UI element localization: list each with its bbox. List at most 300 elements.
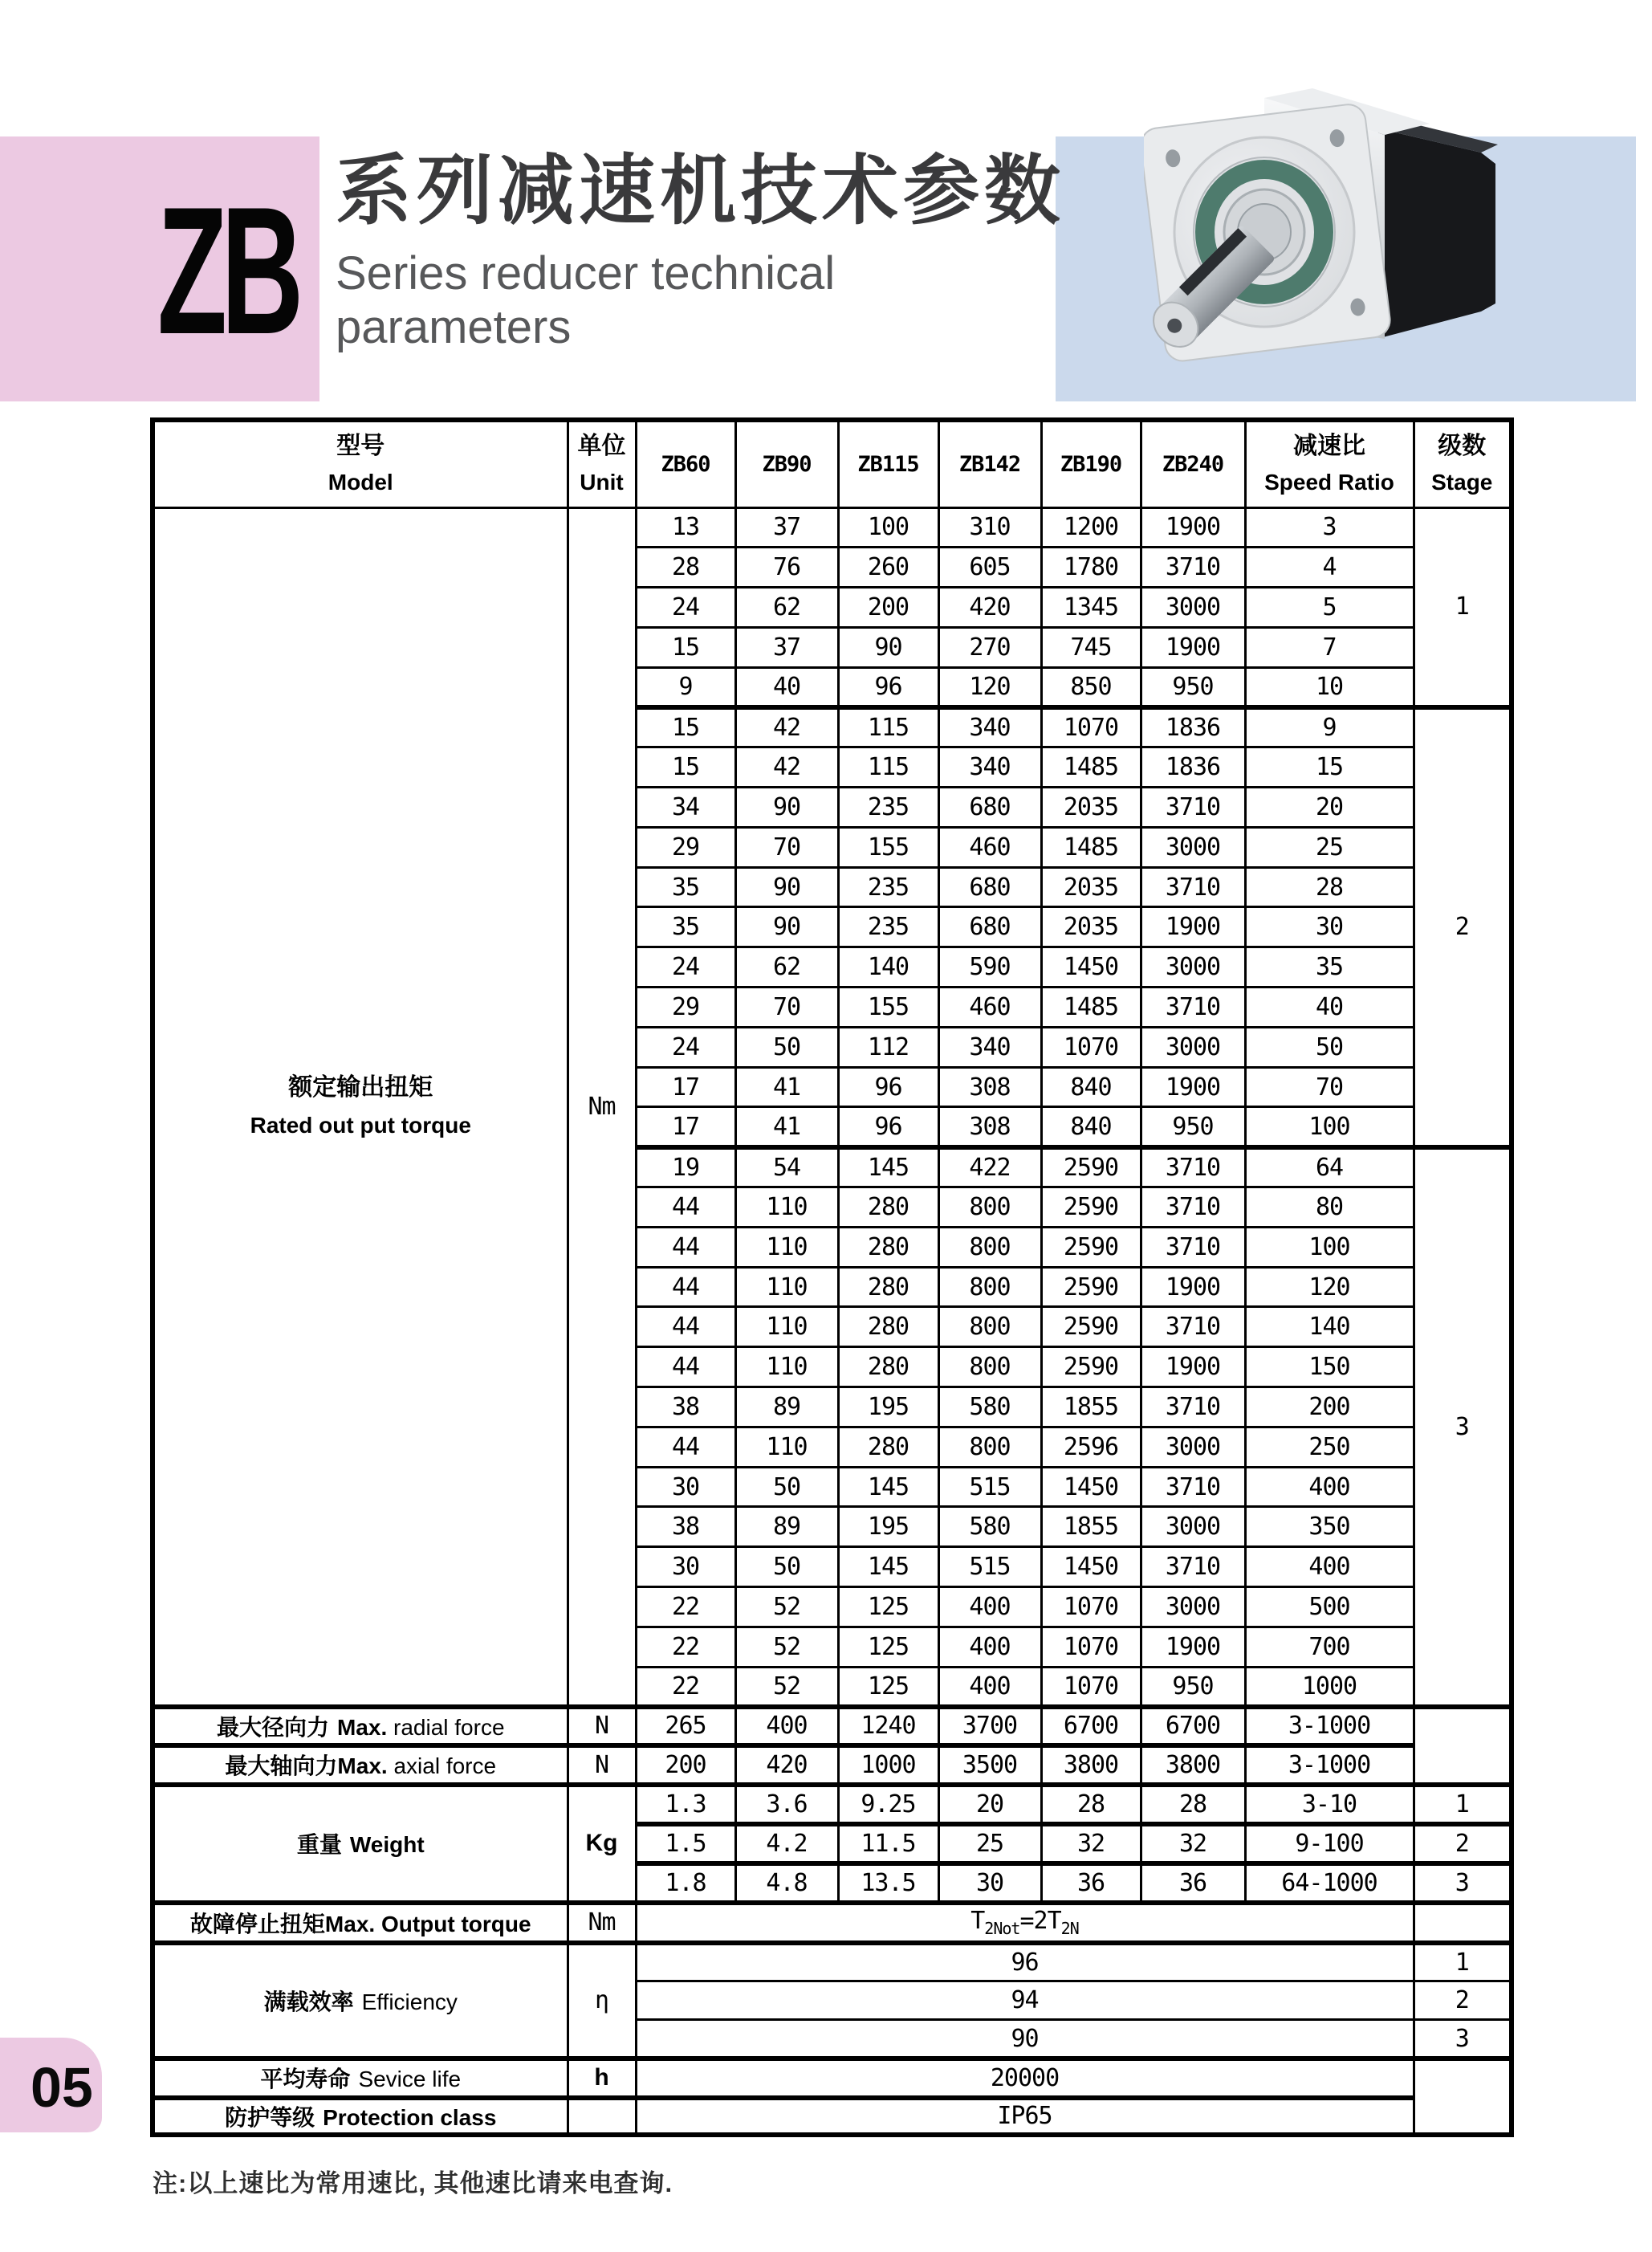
- model-zb190-header: ZB190: [1041, 420, 1141, 507]
- axial-force-label: 最大轴向力Max. axial force: [153, 1745, 568, 1785]
- torque-ratio-cell: 150: [1245, 1347, 1414, 1387]
- torque-value-cell: 1780: [1041, 548, 1141, 588]
- weight-value-cell: 25: [938, 1824, 1041, 1863]
- torque-value-cell: 590: [938, 947, 1041, 988]
- weight-value-cell: 32: [1041, 1824, 1141, 1863]
- torque-value-cell: 1485: [1041, 747, 1141, 788]
- torque-value-cell: 2590: [1041, 1227, 1141, 1267]
- table-header-row: [153, 420, 1512, 507]
- service-life-unit: h: [568, 2059, 636, 2098]
- torque-value-cell: 110: [735, 1267, 838, 1307]
- radial-value-cell: 1240: [838, 1707, 938, 1745]
- efficiency-value-cell: 96: [636, 1943, 1414, 1981]
- torque-value-cell: 62: [735, 947, 838, 988]
- torque-value-cell: 340: [938, 707, 1041, 747]
- torque-value-cell: 680: [938, 788, 1041, 828]
- torque-value-cell: 3000: [1141, 588, 1245, 628]
- torque-value-cell: 62: [735, 588, 838, 628]
- torque-value-cell: 41: [735, 1067, 838, 1107]
- torque-value-cell: 2590: [1041, 1347, 1141, 1387]
- torque-value-cell: 3710: [1141, 1227, 1245, 1267]
- torque-value-cell: 115: [838, 747, 938, 788]
- service-life-row: [153, 2059, 1512, 2098]
- axial-ratio-cell: 3-1000: [1245, 1745, 1414, 1785]
- torque-value-cell: 3000: [1141, 1027, 1245, 1067]
- model-header-en: Model: [328, 470, 393, 495]
- weight-row: [153, 1785, 1512, 1824]
- torque-ratio-cell: 4: [1245, 548, 1414, 588]
- torque-value-cell: 145: [838, 1547, 938, 1587]
- radial-value-cell: 265: [636, 1707, 735, 1745]
- torque-value-cell: 280: [838, 1307, 938, 1347]
- weight-value-cell: 11.5: [838, 1824, 938, 1863]
- model-zb115-header: ZB115: [838, 420, 938, 507]
- protection-class-label: 防护等级 Protection class: [153, 2098, 568, 2135]
- torque-ratio-cell: 140: [1245, 1307, 1414, 1347]
- torque-value-cell: 280: [838, 1427, 938, 1467]
- torque-value-cell: 22: [636, 1667, 735, 1707]
- torque-value-cell: 280: [838, 1267, 938, 1307]
- axial-force-unit: N: [568, 1745, 636, 1785]
- page-title-en: [336, 246, 1065, 355]
- torque-value-cell: 2596: [1041, 1427, 1141, 1467]
- torque-value-cell: 460: [938, 827, 1041, 867]
- torque-value-cell: 1855: [1041, 1507, 1141, 1547]
- torque-value-cell: 44: [636, 1187, 735, 1228]
- unit-header-cell: [568, 420, 636, 507]
- torque-section: [153, 507, 1512, 1707]
- torque-value-cell: 110: [735, 1307, 838, 1347]
- torque-value-cell: 120: [938, 667, 1041, 707]
- weight-value-cell: 28: [1041, 1785, 1141, 1824]
- torque-value-cell: 195: [838, 1507, 938, 1547]
- torque-value-cell: 1900: [1141, 1627, 1245, 1667]
- stage-header-en: Stage: [1431, 470, 1493, 495]
- service-life-value: 20000: [636, 2059, 1414, 2098]
- protection-class-value: IP65: [636, 2098, 1414, 2135]
- torque-value-cell: 1345: [1041, 588, 1141, 628]
- spec-table: [150, 417, 1514, 2137]
- torque-value-cell: 37: [735, 627, 838, 667]
- torque-value-cell: 2035: [1041, 788, 1141, 828]
- torque-value-cell: 1070: [1041, 1667, 1141, 1707]
- torque-value-cell: 22: [636, 1627, 735, 1667]
- torque-value-cell: 1836: [1141, 707, 1245, 747]
- torque-value-cell: 35: [636, 867, 735, 907]
- torque-value-cell: 115: [838, 707, 938, 747]
- radial-force-unit: N: [568, 1707, 636, 1745]
- torque-value-cell: 110: [735, 1227, 838, 1267]
- axial-value-cell: 420: [735, 1745, 838, 1785]
- torque-value-cell: 52: [735, 1627, 838, 1667]
- weight-stage-cell: 3: [1414, 1863, 1512, 1903]
- torque-stage-cell: 1: [1414, 507, 1512, 707]
- torque-value-cell: 110: [735, 1427, 838, 1467]
- torque-value-cell: 76: [735, 548, 838, 588]
- torque-value-cell: 1485: [1041, 988, 1141, 1028]
- torque-value-cell: 140: [838, 947, 938, 988]
- weight-ratio-cell: 3-10: [1245, 1785, 1414, 1824]
- torque-value-cell: 24: [636, 947, 735, 988]
- torque-value-cell: 110: [735, 1347, 838, 1387]
- max-output-torque-value: $T_{2Not}=2T_{2N}$: [636, 1903, 1414, 1943]
- torque-value-cell: 950: [1141, 667, 1245, 707]
- torque-value-cell: 29: [636, 827, 735, 867]
- torque-ratio-cell: 350: [1245, 1507, 1414, 1547]
- stage-header-cell: [1414, 420, 1512, 507]
- weight-stage-cell: 1: [1414, 1785, 1512, 1824]
- torque-value-cell: 745: [1041, 627, 1141, 667]
- model-zb60-header: ZB60: [636, 420, 735, 507]
- torque-value-cell: 89: [735, 1507, 838, 1547]
- torque-value-cell: 37: [735, 507, 838, 548]
- max-output-torque-label: 故障停止扭矩Max. Output torque: [153, 1903, 568, 1943]
- torque-value-cell: 340: [938, 1027, 1041, 1067]
- torque-value-cell: 89: [735, 1387, 838, 1427]
- torque-value-cell: 400: [938, 1627, 1041, 1667]
- weight-ratio-cell: 9-100: [1245, 1824, 1414, 1863]
- axial-value-cell: 3500: [938, 1745, 1041, 1785]
- stage-empty-cell: [1414, 1707, 1512, 1785]
- torque-row: [153, 507, 1512, 548]
- torque-value-cell: 235: [838, 867, 938, 907]
- radial-value-cell: 6700: [1141, 1707, 1245, 1745]
- torque-ratio-cell: 15: [1245, 747, 1414, 788]
- torque-value-cell: 420: [938, 588, 1041, 628]
- stage-empty-cell: [1414, 2059, 1512, 2135]
- torque-value-cell: 235: [838, 907, 938, 947]
- torque-ratio-cell: 40: [1245, 988, 1414, 1028]
- weight-value-cell: 4.2: [735, 1824, 838, 1863]
- torque-value-cell: 422: [938, 1147, 1041, 1187]
- radial-force-row: [153, 1707, 1512, 1745]
- ratio-header-en: Speed Ratio: [1264, 470, 1394, 495]
- weight-value-cell: 36: [1041, 1863, 1141, 1903]
- torque-value-cell: 41: [735, 1107, 838, 1147]
- torque-value-cell: 460: [938, 988, 1041, 1028]
- torque-ratio-cell: 1000: [1245, 1667, 1414, 1707]
- torque-value-cell: 3000: [1141, 947, 1245, 988]
- torque-value-cell: 2590: [1041, 1307, 1141, 1347]
- torque-value-cell: 3710: [1141, 1307, 1245, 1347]
- efficiency-row: [153, 1943, 1512, 1981]
- torque-value-cell: 800: [938, 1227, 1041, 1267]
- torque-value-cell: 3710: [1141, 1547, 1245, 1587]
- torque-ratio-cell: 9: [1245, 707, 1414, 747]
- page-title-en-line1: Series reducer technical: [336, 246, 836, 299]
- torque-ratio-cell: 120: [1245, 1267, 1414, 1307]
- page-number: 05: [31, 2056, 93, 2119]
- torque-value-cell: 680: [938, 867, 1041, 907]
- ratio-header-cn: 减速比: [1293, 433, 1365, 460]
- max-output-torque-unit: Nm: [568, 1903, 636, 1943]
- axial-value-cell: 1000: [838, 1745, 938, 1785]
- weight-value-cell: 4.8: [735, 1863, 838, 1903]
- weight-value-cell: 28: [1141, 1785, 1245, 1824]
- torque-value-cell: 580: [938, 1387, 1041, 1427]
- torque-value-cell: 44: [636, 1427, 735, 1467]
- service-life-label: 平均寿命 Sevice life: [153, 2059, 568, 2098]
- radial-force-label: 最大径向力 Max. radial force: [153, 1707, 568, 1745]
- axial-value-cell: 3800: [1141, 1745, 1245, 1785]
- torque-value-cell: 280: [838, 1347, 938, 1387]
- torque-value-cell: 96: [838, 667, 938, 707]
- torque-value-cell: 3710: [1141, 988, 1245, 1028]
- axial-value-cell: 200: [636, 1745, 735, 1785]
- model-zb142-header: ZB142: [938, 420, 1041, 507]
- torque-value-cell: 308: [938, 1107, 1041, 1147]
- torque-value-cell: 2035: [1041, 907, 1141, 947]
- torque-value-cell: 1900: [1141, 1347, 1245, 1387]
- torque-value-cell: 3000: [1141, 1507, 1245, 1547]
- unit-header-cn: 单位: [577, 433, 626, 460]
- torque-ratio-cell: 25: [1245, 827, 1414, 867]
- torque-value-cell: 3000: [1141, 827, 1245, 867]
- torque-value-cell: 15: [636, 627, 735, 667]
- torque-value-cell: 280: [838, 1187, 938, 1228]
- torque-stage-cell: 2: [1414, 707, 1512, 1147]
- torque-value-cell: 35: [636, 907, 735, 947]
- torque-value-cell: 1485: [1041, 827, 1141, 867]
- torque-value-cell: 1900: [1141, 1067, 1245, 1107]
- torque-value-cell: 44: [636, 1347, 735, 1387]
- torque-ratio-cell: 200: [1245, 1387, 1414, 1427]
- torque-value-cell: 340: [938, 747, 1041, 788]
- torque-value-cell: 30: [636, 1547, 735, 1587]
- weight-value-cell: 1.3: [636, 1785, 735, 1824]
- torque-value-cell: 17: [636, 1107, 735, 1147]
- torque-value-cell: 110: [735, 1187, 838, 1228]
- torque-value-cell: 19: [636, 1147, 735, 1187]
- torque-ratio-cell: 30: [1245, 907, 1414, 947]
- torque-value-cell: 44: [636, 1267, 735, 1307]
- torque-value-cell: 42: [735, 747, 838, 788]
- radial-value-cell: 3700: [938, 1707, 1041, 1745]
- torque-value-cell: 125: [838, 1627, 938, 1667]
- model-zb90-header: ZB90: [735, 420, 838, 507]
- torque-value-cell: 90: [838, 627, 938, 667]
- torque-value-cell: 1070: [1041, 1627, 1141, 1667]
- axial-force-row: [153, 1745, 1512, 1785]
- torque-ratio-cell: 100: [1245, 1107, 1414, 1147]
- efficiency-value-cell: 94: [636, 1981, 1414, 2020]
- torque-value-cell: 15: [636, 707, 735, 747]
- torque-value-cell: 100: [838, 507, 938, 548]
- torque-value-cell: 1900: [1141, 627, 1245, 667]
- series-logo: ZB: [157, 169, 298, 372]
- torque-stage-cell: 3: [1414, 1147, 1512, 1707]
- torque-value-cell: 90: [735, 867, 838, 907]
- torque-value-cell: 515: [938, 1467, 1041, 1507]
- torque-ratio-cell: 28: [1245, 867, 1414, 907]
- torque-value-cell: 112: [838, 1027, 938, 1067]
- torque-value-cell: 24: [636, 1027, 735, 1067]
- torque-value-cell: 17: [636, 1067, 735, 1107]
- torque-value-cell: 3710: [1141, 1187, 1245, 1228]
- torque-value-cell: 840: [1041, 1107, 1141, 1147]
- efficiency-stage-cell: 1: [1414, 1943, 1512, 1981]
- torque-ratio-cell: 7: [1245, 627, 1414, 667]
- torque-value-cell: 96: [838, 1107, 938, 1147]
- torque-value-cell: 840: [1041, 1067, 1141, 1107]
- torque-value-cell: 1855: [1041, 1387, 1141, 1427]
- torque-value-cell: 1200: [1041, 507, 1141, 548]
- efficiency-value-cell: 90: [636, 2020, 1414, 2059]
- torque-value-cell: 1450: [1041, 947, 1141, 988]
- torque-value-cell: 50: [735, 1027, 838, 1067]
- torque-value-cell: 155: [838, 827, 938, 867]
- torque-value-cell: 44: [636, 1227, 735, 1267]
- torque-value-cell: 125: [838, 1587, 938, 1627]
- torque-ratio-cell: 20: [1245, 788, 1414, 828]
- weight-value-cell: 1.8: [636, 1863, 735, 1903]
- torque-value-cell: 24: [636, 588, 735, 628]
- torque-value-cell: 400: [938, 1587, 1041, 1627]
- axial-value-cell: 3800: [1041, 1745, 1141, 1785]
- rated-torque-label: 额定输出扭矩 Rated out put torque: [153, 507, 568, 1707]
- torque-value-cell: 50: [735, 1547, 838, 1587]
- torque-value-cell: 3710: [1141, 1467, 1245, 1507]
- torque-value-cell: 1900: [1141, 507, 1245, 548]
- weight-value-cell: 20: [938, 1785, 1041, 1824]
- torque-value-cell: 400: [938, 1667, 1041, 1707]
- gearbox-product-photo: [1144, 66, 1509, 391]
- torque-value-cell: 308: [938, 1067, 1041, 1107]
- torque-value-cell: 13: [636, 507, 735, 548]
- page-title-en-line2: parameters: [336, 300, 572, 353]
- model-header-cn: 型号: [336, 433, 385, 460]
- weight-unit: Kg: [568, 1785, 636, 1903]
- weight-value-cell: 1.5: [636, 1824, 735, 1863]
- torque-ratio-cell: 400: [1245, 1467, 1414, 1507]
- torque-value-cell: 800: [938, 1427, 1041, 1467]
- ratio-header-cell: [1245, 420, 1414, 507]
- torque-ratio-cell: 100: [1245, 1227, 1414, 1267]
- page-title-cn: 系列减速机技术参数: [336, 149, 1066, 234]
- torque-ratio-cell: 64: [1245, 1147, 1414, 1187]
- torque-value-cell: 125: [838, 1667, 938, 1707]
- torque-ratio-cell: 3: [1245, 507, 1414, 548]
- rated-torque-unit: Nm: [568, 507, 636, 1707]
- weight-value-cell: 32: [1141, 1824, 1245, 1863]
- torque-value-cell: 70: [735, 827, 838, 867]
- torque-value-cell: 28: [636, 548, 735, 588]
- radial-ratio-cell: 3-1000: [1245, 1707, 1414, 1745]
- torque-ratio-cell: 50: [1245, 1027, 1414, 1067]
- footnote: 注:以上速比为常用速比, 其他速比请来电查询.: [153, 2169, 673, 2197]
- efficiency-stage-cell: 3: [1414, 2020, 1512, 2059]
- torque-value-cell: 38: [636, 1387, 735, 1427]
- efficiency-label: 满载效率 Efficiency: [153, 1943, 568, 2059]
- weight-label: 重量 Weight: [153, 1785, 568, 1903]
- torque-value-cell: 70: [735, 988, 838, 1028]
- torque-value-cell: 850: [1041, 667, 1141, 707]
- weight-value-cell: 3.6: [735, 1785, 838, 1824]
- rear-flange: [1378, 120, 1498, 337]
- torque-value-cell: 1836: [1141, 747, 1245, 788]
- torque-value-cell: 90: [735, 907, 838, 947]
- torque-value-cell: 96: [838, 1067, 938, 1107]
- weight-value-cell: 36: [1141, 1863, 1245, 1903]
- weight-value-cell: 13.5: [838, 1863, 938, 1903]
- stage-header-cn: 级数: [1438, 433, 1487, 460]
- torque-ratio-cell: 70: [1245, 1067, 1414, 1107]
- torque-value-cell: 40: [735, 667, 838, 707]
- torque-value-cell: 310: [938, 507, 1041, 548]
- protection-class-row: [153, 2098, 1512, 2135]
- torque-value-cell: 42: [735, 707, 838, 747]
- bottom-section: [153, 1707, 1512, 2135]
- torque-value-cell: 3710: [1141, 1387, 1245, 1427]
- torque-ratio-cell: 80: [1245, 1187, 1414, 1228]
- torque-value-cell: 260: [838, 548, 938, 588]
- torque-ratio-cell: 500: [1245, 1587, 1414, 1627]
- torque-ratio-cell: 10: [1245, 667, 1414, 707]
- torque-value-cell: 1450: [1041, 1467, 1141, 1507]
- torque-value-cell: 30: [636, 1467, 735, 1507]
- torque-ratio-cell: 700: [1245, 1627, 1414, 1667]
- radial-value-cell: 400: [735, 1707, 838, 1745]
- torque-value-cell: 800: [938, 1347, 1041, 1387]
- torque-value-cell: 1450: [1041, 1547, 1141, 1587]
- stage-empty-cell: [1414, 1903, 1512, 1943]
- torque-value-cell: 2035: [1041, 867, 1141, 907]
- protection-class-unit: [568, 2098, 636, 2135]
- torque-value-cell: 3710: [1141, 1147, 1245, 1187]
- torque-value-cell: 52: [735, 1667, 838, 1707]
- torque-value-cell: 800: [938, 1267, 1041, 1307]
- model-zb240-header: ZB240: [1141, 420, 1245, 507]
- torque-value-cell: 50: [735, 1467, 838, 1507]
- torque-value-cell: 950: [1141, 1667, 1245, 1707]
- radial-value-cell: 6700: [1041, 1707, 1141, 1745]
- torque-value-cell: 950: [1141, 1107, 1245, 1147]
- torque-value-cell: 34: [636, 788, 735, 828]
- max-output-torque-row: [153, 1903, 1512, 1943]
- torque-value-cell: 29: [636, 988, 735, 1028]
- torque-value-cell: 2590: [1041, 1267, 1141, 1307]
- torque-ratio-cell: 250: [1245, 1427, 1414, 1467]
- torque-value-cell: 1070: [1041, 1027, 1141, 1067]
- torque-value-cell: 52: [735, 1587, 838, 1627]
- torque-value-cell: 15: [636, 747, 735, 788]
- torque-value-cell: 155: [838, 988, 938, 1028]
- model-header-cell: [153, 420, 568, 507]
- torque-value-cell: 800: [938, 1187, 1041, 1228]
- torque-value-cell: 680: [938, 907, 1041, 947]
- torque-value-cell: 3710: [1141, 548, 1245, 588]
- weight-ratio-cell: 64-1000: [1245, 1863, 1414, 1903]
- weight-value-cell: 9.25: [838, 1785, 938, 1824]
- torque-value-cell: 145: [838, 1147, 938, 1187]
- weight-value-cell: 30: [938, 1863, 1041, 1903]
- efficiency-unit: η: [568, 1943, 636, 2059]
- torque-value-cell: 145: [838, 1467, 938, 1507]
- torque-value-cell: 22: [636, 1587, 735, 1627]
- torque-ratio-cell: 5: [1245, 588, 1414, 628]
- torque-value-cell: 3710: [1141, 788, 1245, 828]
- torque-value-cell: 3000: [1141, 1427, 1245, 1467]
- efficiency-stage-cell: 2: [1414, 1981, 1512, 2020]
- torque-value-cell: 1900: [1141, 907, 1245, 947]
- torque-value-cell: 280: [838, 1227, 938, 1267]
- torque-value-cell: 38: [636, 1507, 735, 1547]
- unit-header-en: Unit: [580, 470, 624, 495]
- torque-value-cell: 1900: [1141, 1267, 1245, 1307]
- torque-value-cell: 580: [938, 1507, 1041, 1547]
- torque-value-cell: 54: [735, 1147, 838, 1187]
- torque-value-cell: 800: [938, 1307, 1041, 1347]
